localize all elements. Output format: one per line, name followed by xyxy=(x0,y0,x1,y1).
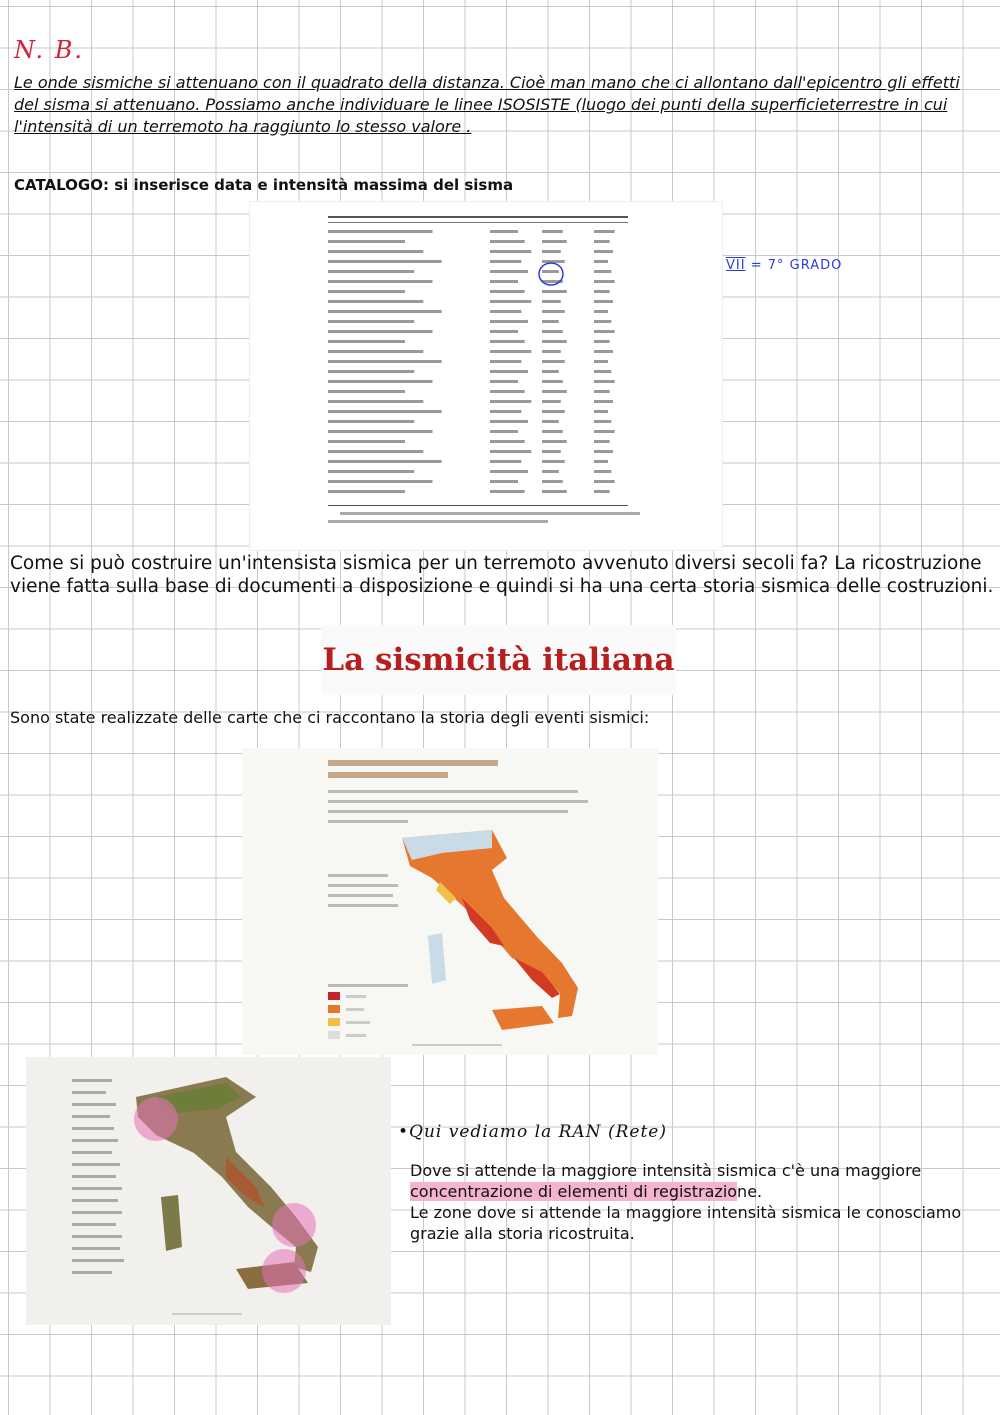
table-cell-placeholder xyxy=(594,280,615,283)
table-cell-placeholder xyxy=(490,320,528,323)
table-cell-placeholder xyxy=(328,340,405,343)
table-cell-placeholder xyxy=(328,480,433,483)
table-cell-placeholder xyxy=(490,430,518,433)
table-cell-placeholder xyxy=(542,380,563,383)
table-cell-placeholder xyxy=(490,310,521,313)
table-cell-placeholder xyxy=(542,460,565,463)
table-cell-placeholder xyxy=(490,260,521,263)
table-cell-placeholder xyxy=(328,490,405,493)
table-cell-placeholder xyxy=(594,320,611,323)
table-cell-placeholder xyxy=(328,400,423,403)
table-cell-placeholder xyxy=(328,420,414,423)
note-grade: = 7° GRADO xyxy=(745,258,843,273)
table-cell-placeholder xyxy=(328,330,433,333)
table-cell-placeholder xyxy=(594,430,615,433)
table-cell-placeholder xyxy=(542,370,559,373)
table-cell-placeholder xyxy=(328,380,433,383)
table-cell-placeholder xyxy=(542,410,565,413)
table-cell-placeholder xyxy=(594,470,611,473)
handwritten-note xyxy=(726,258,842,273)
table-cell-placeholder xyxy=(328,470,414,473)
table-cell-placeholder xyxy=(594,350,613,353)
roman-numeral-seven: VII xyxy=(726,258,746,273)
table-cell-placeholder xyxy=(542,360,565,363)
table-cell-placeholder xyxy=(594,400,613,403)
table-cell-placeholder xyxy=(490,460,521,463)
table-cell-placeholder xyxy=(594,240,610,243)
table-cell-placeholder xyxy=(328,320,414,323)
table-cell-placeholder xyxy=(328,290,405,293)
table-cell-placeholder xyxy=(594,290,610,293)
table-cell-placeholder xyxy=(594,450,613,453)
table-cell-placeholder xyxy=(594,360,608,363)
table-cell-placeholder xyxy=(328,440,405,443)
attenuation-paragraph: Le onde sismiche si attenuano con il quadrato della distanza. Cioè man mano che ci allontano dall'epicentro gli effetti del sisma si attenuano. Possiamo anche individuare le linee ISOSISTE (luogo dei punti della superficieterrestre in cui l'intensità di un terremoto ha raggiunto lo stesso valore . xyxy=(14,73,960,136)
table-cell-placeholder xyxy=(594,260,608,263)
table-cell-placeholder xyxy=(594,370,611,373)
table-cell-placeholder xyxy=(490,280,518,283)
table-cell-placeholder xyxy=(594,270,611,273)
table-cell-placeholder xyxy=(328,240,405,243)
table-cell-placeholder xyxy=(328,270,414,273)
table-cell-placeholder xyxy=(490,230,518,233)
table-cell-placeholder xyxy=(594,420,611,423)
table-cell-placeholder xyxy=(594,410,608,413)
table-cell-placeholder xyxy=(328,390,405,393)
table-cell-placeholder xyxy=(490,250,531,253)
table-cell-placeholder xyxy=(328,310,442,313)
table-cell-placeholder xyxy=(542,340,567,343)
table-cell-placeholder xyxy=(328,450,423,453)
banner-title: La sismicità italiana xyxy=(322,642,675,678)
table-cell-placeholder xyxy=(490,240,525,243)
table-cell-placeholder xyxy=(490,410,521,413)
table-cell-placeholder xyxy=(490,300,531,303)
catalog-table-graphic xyxy=(250,202,722,550)
seismic-hazard-map-image xyxy=(242,748,658,1055)
ran-handwritten-note: •Qui vediamo la RAN (Rete) xyxy=(398,1122,667,1142)
table-cell-placeholder xyxy=(594,250,613,253)
table-cell-placeholder xyxy=(542,320,559,323)
table-cell-placeholder xyxy=(328,360,442,363)
ran-highlighted-text: concentrazione di elementi di registrazio xyxy=(410,1182,738,1201)
table-cell-placeholder xyxy=(542,480,563,483)
table-cell-placeholder xyxy=(594,490,610,493)
table-cell-placeholder xyxy=(328,260,442,263)
ran-line1-end: ne. xyxy=(737,1182,763,1201)
table-cell-placeholder xyxy=(328,280,433,283)
ran-explanation xyxy=(410,1160,970,1244)
table-cell-placeholder xyxy=(542,290,567,293)
table-cell-placeholder xyxy=(490,470,528,473)
table-cell-placeholder xyxy=(542,240,567,243)
table-cell-placeholder xyxy=(594,300,613,303)
table-cell-placeholder xyxy=(490,400,531,403)
table-cell-placeholder xyxy=(490,440,525,443)
table-cell-placeholder xyxy=(594,390,610,393)
catalog-table-image xyxy=(249,201,723,551)
table-cell-placeholder xyxy=(490,360,521,363)
ran-line2: Le zone dove si attende la maggiore intensità sismica le conosciamo grazie alla storia ricostruita. xyxy=(410,1203,962,1243)
table-cell-placeholder xyxy=(542,450,561,453)
table-cell-placeholder xyxy=(594,340,610,343)
table-cell-placeholder xyxy=(490,330,518,333)
table-cell-placeholder xyxy=(328,250,423,253)
table-cell-placeholder xyxy=(490,420,528,423)
table-cell-placeholder xyxy=(328,300,423,303)
banner-image xyxy=(321,625,676,695)
table-cell-placeholder xyxy=(542,490,567,493)
table-cell-placeholder xyxy=(490,290,525,293)
table-cell-placeholder xyxy=(542,440,567,443)
table-cell-placeholder xyxy=(542,230,563,233)
table-cell-placeholder xyxy=(594,230,615,233)
table-cell-placeholder xyxy=(542,390,567,393)
catalog-heading: CATALOGO: si inserisce data e intensità massima del sisma xyxy=(14,176,514,194)
maps-intro-text: Sono state realizzate delle carte che ci raccontano la storia degli eventi sismici: xyxy=(10,708,650,727)
table-cell-placeholder xyxy=(328,370,414,373)
italy-ran-map-graphic xyxy=(26,1057,391,1325)
table-cell-placeholder xyxy=(490,390,525,393)
table-cell-placeholder xyxy=(542,310,565,313)
table-cell-placeholder xyxy=(490,350,531,353)
table-cell-placeholder xyxy=(328,230,433,233)
table-cell-placeholder xyxy=(542,330,563,333)
table-cell-placeholder xyxy=(490,480,518,483)
table-cell-placeholder xyxy=(542,420,559,423)
table-cell-placeholder xyxy=(490,270,528,273)
table-cell-placeholder xyxy=(542,470,559,473)
table-cell-placeholder xyxy=(490,380,518,383)
table-cell-placeholder xyxy=(328,410,442,413)
italy-hazard-map-graphic xyxy=(242,748,658,1055)
table-cell-placeholder xyxy=(594,380,615,383)
table-cell-placeholder xyxy=(490,340,525,343)
table-cell-placeholder xyxy=(594,310,608,313)
table-cell-placeholder xyxy=(542,350,561,353)
question-paragraph: Come si può costruire un'intensista sismica per un terremoto avvenuto diversi secoli fa? La ricostruzione viene fatta sulla base di documenti a disposizione e quindi si ha una certa storia sismica delle costruzioni. xyxy=(10,553,994,597)
ran-line1-start: Dove si attende la maggiore intensità sismica c'è una maggiore xyxy=(410,1161,922,1180)
table-cell-placeholder xyxy=(594,480,615,483)
table-cell-placeholder xyxy=(328,430,433,433)
table-cell-placeholder xyxy=(328,460,442,463)
table-cell-placeholder xyxy=(490,490,525,493)
nb-label: N. B. xyxy=(14,36,84,64)
table-cell-placeholder xyxy=(490,450,531,453)
table-cell-placeholder xyxy=(594,460,608,463)
table-cell-placeholder xyxy=(542,400,561,403)
table-cell-placeholder xyxy=(542,300,561,303)
ran-network-map-image xyxy=(26,1057,391,1325)
table-cell-placeholder xyxy=(542,430,563,433)
table-cell-placeholder xyxy=(594,330,615,333)
table-cell-placeholder xyxy=(542,270,559,273)
table-cell-placeholder xyxy=(594,440,610,443)
table-cell-placeholder xyxy=(328,350,423,353)
table-cell-placeholder xyxy=(490,370,528,373)
table-cell-placeholder xyxy=(542,250,561,253)
